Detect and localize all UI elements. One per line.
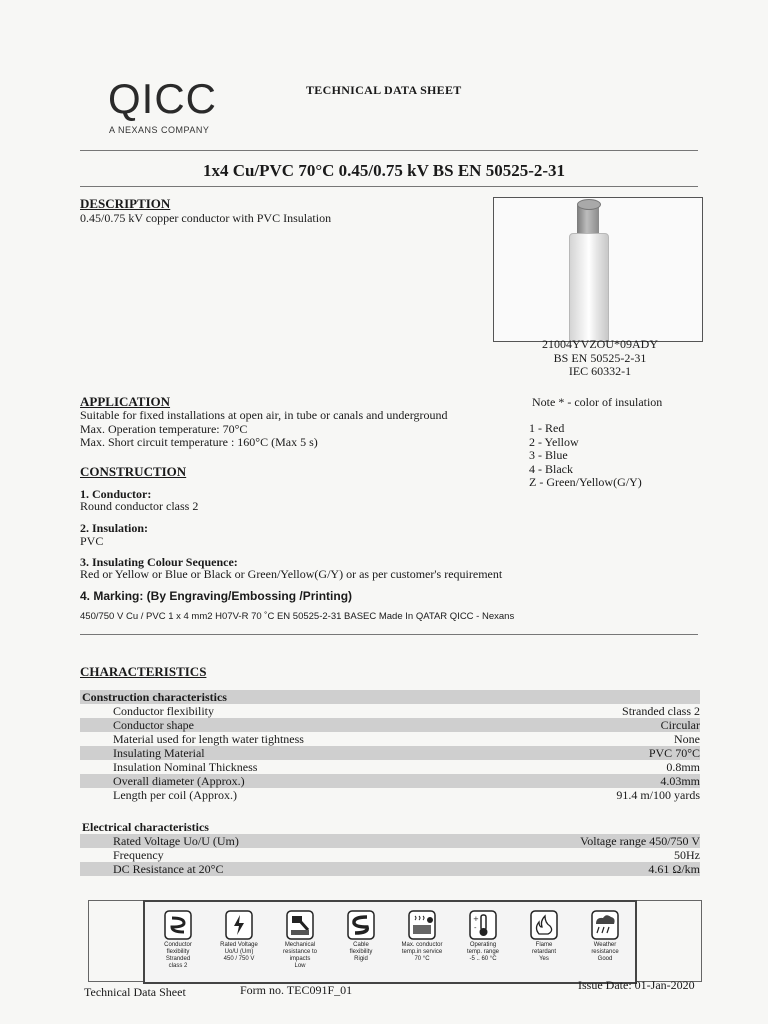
svg-text:-: -: [474, 924, 477, 932]
row-label: Rated Voltage Uo/U (Um): [113, 834, 239, 848]
conductor-end: [577, 199, 601, 210]
product-title: 1x4 Cu/PVC 70°C 0.45/0.75 kV BS EN 50525-2-31: [202, 161, 566, 180]
table-section-title: Construction characteristics: [82, 690, 227, 704]
row-value: 91.4 m/100 yards: [616, 788, 700, 802]
row-label: Conductor flexibility: [113, 704, 214, 718]
icon-label: Cable flexibility Rigid: [349, 942, 373, 962]
weather-resistance-icon: [591, 910, 619, 940]
table-row: [80, 746, 700, 760]
insulation-title: 2. Insulation:: [80, 521, 149, 535]
svg-text:+: +: [473, 915, 479, 923]
row-value: 4.03mm: [660, 774, 700, 788]
colour-list: [529, 422, 642, 490]
application-heading: APPLICATION: [80, 394, 171, 409]
footer-doc-name: Technical Data Sheet: [84, 985, 186, 999]
application-line: Max. Short circuit temperature : 160°C (Max 5 s): [80, 435, 318, 449]
colour-item: 4 - Black: [529, 461, 573, 476]
table-row: [80, 732, 700, 746]
flame-retardant-icon: [530, 910, 558, 940]
colour-note-title: Note * - color of insulation: [532, 395, 663, 409]
row-label: Conductor shape: [113, 718, 194, 732]
icon-cell: [515, 910, 573, 963]
marking-text: 450/750 V Cu / PVC 1 x 4 mm2 H07V-R 70 ˚C EN 50525-2-31 BASEC Made In QATAR QICC - Nexans: [80, 611, 515, 622]
conductor-flexibility-icon: [164, 910, 192, 940]
icon-cell: [576, 910, 634, 963]
characteristics-heading: CHARACTERISTICS: [80, 664, 207, 679]
description-heading: DESCRIPTION: [80, 196, 171, 211]
application-line: Max. Operation temperature: 70°C: [80, 421, 248, 436]
row-label: Length per coil (Approx.): [113, 788, 237, 802]
document-type: TECHNICAL DATA SHEET: [306, 83, 462, 97]
row-value: Stranded class 2: [622, 704, 700, 718]
icon-label: Operating temp. range -5 .. 60 °C: [466, 942, 500, 962]
application-text: [80, 409, 448, 450]
row-label: Insulation Nominal Thickness: [113, 760, 258, 774]
icon-label: Weather resistance Good: [591, 942, 619, 962]
row-value: Voltage range 450/750 V: [580, 834, 700, 848]
row-label: Insulating Material: [113, 746, 205, 760]
table-row: [80, 848, 700, 862]
table-row: [80, 760, 700, 774]
product-code: 21004YVZOU*09ADY: [542, 337, 658, 351]
footer-issue-date: Issue Date: 01-Jan-2020: [578, 978, 695, 992]
colour-item: 1 - Red: [529, 421, 565, 435]
iec-code: IEC 60332-1: [568, 364, 632, 378]
icon-label: Flame retardant Yes: [531, 942, 556, 962]
row-label: DC Resistance at 20°C: [113, 862, 224, 876]
icon-label: Mechanical resistance to impacts Low: [282, 942, 318, 969]
conductor-text: Round conductor class 2: [80, 499, 199, 513]
electrical-characteristics-header: [80, 820, 700, 834]
row-label: Overall diameter (Approx.): [113, 774, 245, 788]
icon-label: Max. conductor temp.in service 70 °C: [401, 942, 443, 962]
row-label: Frequency: [113, 848, 164, 862]
colour-sequence-text: Red or Yellow or Blue or Black or Green/Yellow(G/Y) or as per customer's requirement: [80, 567, 503, 581]
insulation-text: PVC: [80, 534, 104, 548]
operating-temperature-icon: [469, 910, 497, 940]
table-row: [80, 774, 700, 788]
header-divider: [80, 150, 698, 151]
icon-cell: [271, 910, 329, 970]
icon-label: Rated Voltage Uo/U (Um) 450 / 750 V: [220, 942, 258, 962]
title-divider: [80, 186, 698, 187]
row-value: PVC 70°C: [648, 746, 700, 760]
standard-code: BS EN 50525-2-31: [553, 350, 647, 365]
footer-form-number: Form no. TEC091F_01: [240, 983, 353, 997]
icon-cell: [149, 910, 207, 970]
colour-item: 2 - Yellow: [529, 434, 579, 449]
table-row: [80, 704, 700, 718]
table-row: [80, 862, 700, 876]
row-value: 4.61 Ω/km: [648, 862, 700, 876]
table-row: [80, 788, 700, 802]
logo-subtitle: A NEXANS COMPANY: [109, 125, 210, 135]
icon-cell: [393, 910, 451, 963]
row-value: 0.8mm: [666, 760, 700, 774]
row-value: None: [674, 732, 700, 746]
icon-cell: [332, 910, 390, 963]
conductor-title: 1. Conductor:: [80, 487, 152, 501]
cable-insulation: [569, 233, 609, 342]
mechanical-resistance-icon: [286, 910, 314, 940]
max-temperature-icon: [408, 910, 436, 940]
marking-title: 4. Marking: (By Engraving/Embossing /Printing): [80, 589, 353, 603]
construction-characteristics-header: [80, 690, 700, 704]
property-icons: [143, 900, 637, 984]
row-value: 50Hz: [674, 848, 700, 862]
table-section-title: Electrical characteristics: [82, 820, 209, 834]
row-value: Circular: [660, 718, 700, 732]
application-line: Suitable for fixed installations at open air, in tube or canals and underground: [80, 408, 448, 422]
table-row: [80, 718, 700, 732]
cable-flexibility-icon: [347, 910, 375, 940]
rated-voltage-icon: [225, 910, 253, 940]
icon-cell: [454, 910, 512, 963]
construction-heading: CONSTRUCTION: [80, 464, 187, 479]
construction-divider: [80, 634, 698, 635]
company-logo: QICC: [108, 75, 217, 122]
table-row: [80, 834, 700, 848]
icon-label: Conductor flexibility Stranded class 2: [164, 942, 192, 969]
colour-sequence-title: 3. Insulating Colour Sequence:: [80, 555, 238, 569]
row-label: Material used for length water tightness: [113, 732, 304, 746]
colour-item: Z - Green/Yellow(G/Y): [529, 475, 642, 489]
product-codes: [520, 338, 680, 379]
cable-photo: [493, 197, 703, 342]
description-text: 0.45/0.75 kV copper conductor with PVC Insulation: [80, 211, 332, 225]
colour-item: 3 - Blue: [529, 448, 568, 462]
icon-cell: [210, 910, 268, 963]
